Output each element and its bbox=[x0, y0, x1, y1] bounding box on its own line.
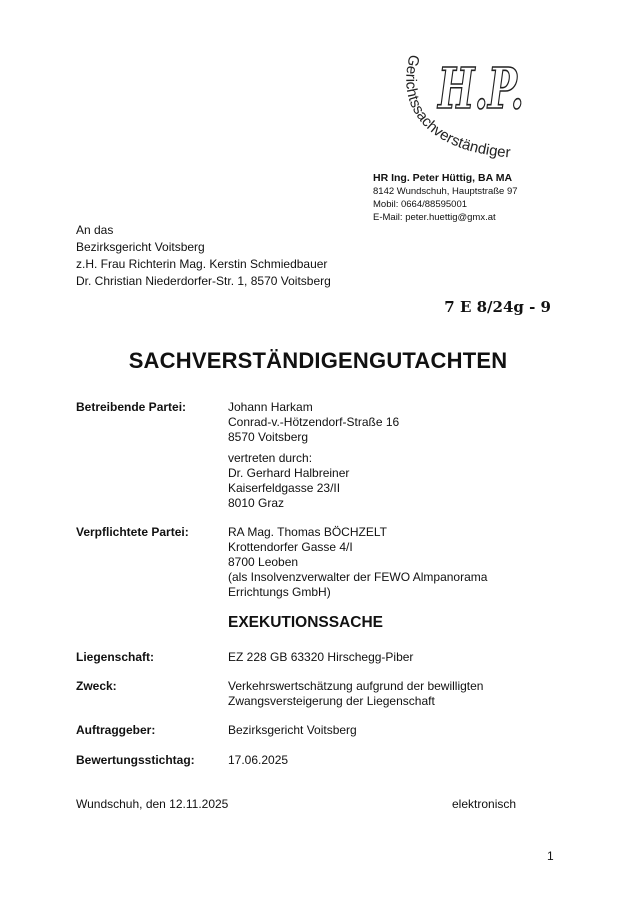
valuation-date-row bbox=[76, 753, 288, 768]
representative-name: Dr. Gerhard Halbreiner bbox=[228, 466, 350, 480]
client-label: Auftraggeber: bbox=[76, 723, 156, 737]
party-street: Conrad-v.-Hötzendorf-Straße 16 bbox=[228, 415, 400, 429]
expert-mobile: Mobil: 0664/88595001 bbox=[373, 199, 468, 210]
property-label: Liegenschaft: bbox=[76, 650, 155, 664]
expert-name: HR Ing. Peter Hüttig, BA MA bbox=[373, 172, 513, 184]
valuation-date-label: Bewertungsstichtag: bbox=[76, 753, 195, 767]
valuation-date-text: 17.06.2025 bbox=[228, 753, 289, 767]
party-street: Krottendorfer Gasse 4/I bbox=[228, 540, 353, 554]
purpose-line: Verkehrswertschätzung aufgrund der bewilligten bbox=[228, 679, 484, 693]
client-row bbox=[76, 723, 357, 738]
logo-arc-text: Gerichtssachverständiger bbox=[402, 53, 512, 162]
logo-monogram: H.P. bbox=[436, 56, 524, 122]
client-value bbox=[228, 723, 357, 738]
purpose-value bbox=[228, 679, 483, 709]
party-note: (als Insolvenzverwalter der FEWO Almpanorama bbox=[228, 570, 488, 584]
addressee-line: An das bbox=[76, 223, 114, 237]
expert-logo bbox=[388, 40, 538, 175]
representative-street: Kaiserfeldgasse 23/II bbox=[228, 481, 341, 495]
property-text: EZ 228 GB 63320 Hirschegg-Piber bbox=[228, 650, 414, 664]
party-note: Errichtungs GmbH) bbox=[228, 585, 331, 599]
party-city: 8570 Voitsberg bbox=[228, 430, 309, 444]
expert-address: 8142 Wundschuh, Hauptstraße 97 bbox=[373, 186, 518, 197]
party-name: RA Mag. Thomas BÖCHZELT bbox=[228, 525, 387, 539]
purpose-line: Zwangsversteigerung der Liegenschaft bbox=[228, 694, 435, 708]
expert-email: E-Mail: peter.huettig@gmx.at bbox=[373, 212, 496, 223]
document-title: SACHVERSTÄNDIGENGUTACHTEN bbox=[128, 348, 508, 373]
obligated-party-row bbox=[76, 525, 487, 600]
operating-party-row bbox=[76, 400, 399, 511]
operating-party-value bbox=[228, 400, 399, 511]
addressee-line: Bezirksgericht Voitsberg bbox=[76, 240, 205, 254]
purpose-label: Zweck: bbox=[76, 679, 117, 693]
expert-contact bbox=[373, 172, 518, 224]
page-number: 1 bbox=[547, 849, 554, 863]
representative-city: 8010 Graz bbox=[228, 496, 285, 510]
valuation-date-value bbox=[228, 753, 288, 768]
obligated-party-value bbox=[228, 525, 487, 600]
party-name: Johann Harkam bbox=[228, 400, 313, 414]
client-text: Bezirksgericht Voitsberg bbox=[228, 723, 357, 737]
section-heading: EXEKUTIONSSACHE bbox=[228, 614, 384, 631]
addressee-line: z.H. Frau Richterin Mag. Kerstin Schmiedbauer bbox=[76, 257, 328, 271]
property-value bbox=[228, 650, 413, 665]
purpose-row bbox=[76, 679, 483, 709]
obligated-party-label: Verpflichtete Partei: bbox=[76, 525, 189, 539]
place-and-date: Wundschuh, den 12.11.2025 bbox=[76, 797, 229, 811]
represented-by-label: vertreten durch: bbox=[228, 451, 313, 465]
operating-party-label: Betreibende Partei: bbox=[76, 400, 187, 414]
party-city: 8700 Leoben bbox=[228, 555, 299, 569]
addressee-line: Dr. Christian Niederdorfer-Str. 1, 8570 Voitsberg bbox=[76, 274, 331, 288]
signature-note: elektronisch bbox=[452, 797, 517, 811]
case-number: 7 E 8/24g - 9 bbox=[444, 298, 551, 316]
property-row bbox=[76, 650, 413, 665]
addressee-block bbox=[76, 222, 331, 290]
